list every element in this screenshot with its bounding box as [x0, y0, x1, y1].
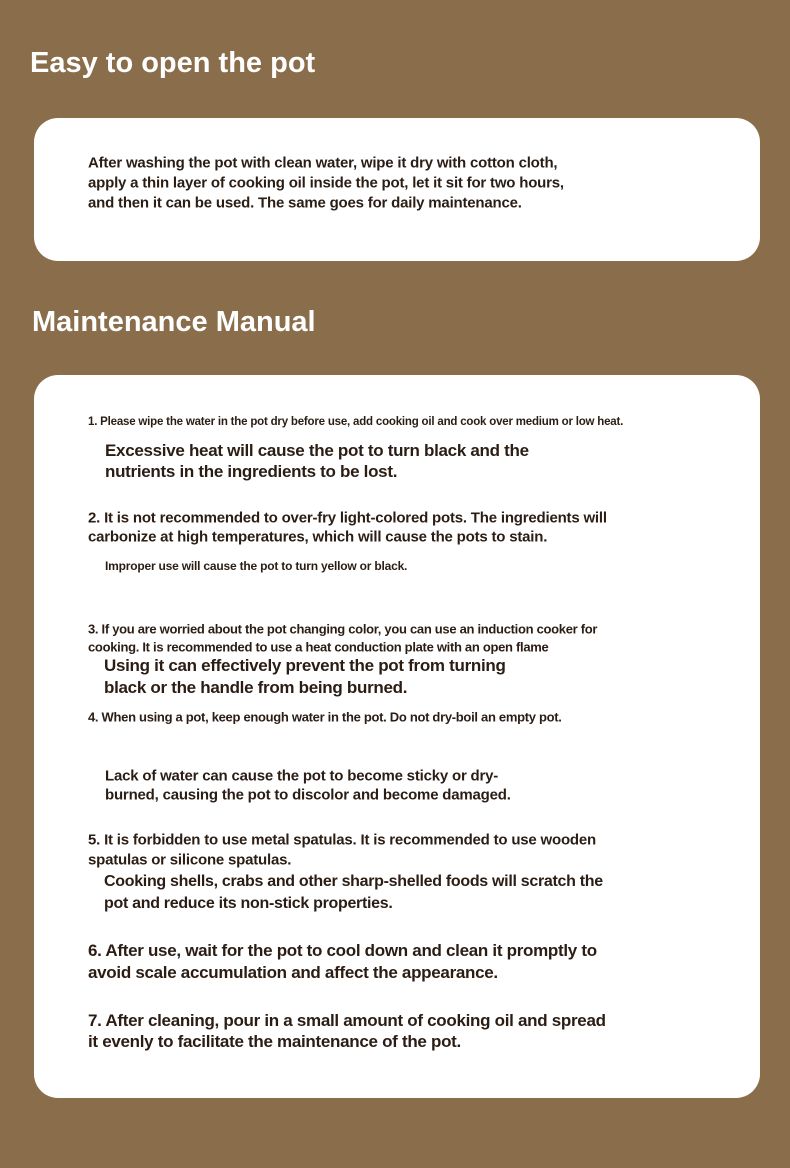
item-3-text: 3. If you are worried about the pot changing color, you can use an induction cooker for: [88, 621, 598, 637]
item-6-text: 6. After use, wait for the pot to cool down and clean it promptly to: [88, 941, 597, 960]
intro-line: apply a thin layer of cooking oil inside the pot, let it sit for two hours,: [88, 174, 564, 192]
item-5-note: Cooking shells, crabs and other sharp-shelled foods will scratch the: [104, 873, 603, 890]
item-5-text: spatulas or silicone spatulas.: [88, 851, 292, 869]
item-2-text: carbonize at high temperatures, which will cause the pots to stain.: [88, 528, 548, 546]
item-3-note: Using it can effectively prevent the pot from turning: [104, 656, 506, 675]
intro-line: and then it can be used. The same goes for daily maintenance.: [88, 194, 522, 212]
item-1-note: Excessive heat will cause the pot to turn black and the: [105, 441, 529, 460]
item-3-text: cooking. It is recommended to use a heat conduction plate with an open flame: [88, 639, 549, 655]
item-4-text: 4. When using a pot, keep enough water in the pot. Do not dry-boil an empty pot.: [88, 709, 562, 725]
item-7-text: 7. After cleaning, pour in a small amount of cooking oil and spread: [88, 1011, 606, 1030]
item-7-text: it evenly to facilitate the maintenance of the pot.: [88, 1032, 461, 1051]
item-4-note: Lack of water can cause the pot to become sticky or dry-: [105, 767, 499, 785]
item-4-note: burned, causing the pot to discolor and become damaged.: [105, 786, 511, 804]
item-3-note: black or the handle from being burned.: [104, 678, 408, 697]
section-title-easy-open: Easy to open the pot: [30, 47, 316, 79]
item-2-note: Improper use will cause the pot to turn yellow or black.: [105, 559, 408, 573]
item-5-text: 5. It is forbidden to use metal spatulas. It is recommended to use wooden: [88, 831, 596, 849]
intro-line: After washing the pot with clean water, wipe it dry with cotton cloth,: [88, 154, 558, 172]
item-6-text: avoid scale accumulation and affect the appearance.: [88, 963, 498, 982]
maintenance-card: [34, 375, 760, 1098]
item-1-note: nutrients in the ingredients to be lost.: [105, 462, 398, 481]
item-1-text: 1. Please wipe the water in the pot dry before use, add cooking oil and cook over medium or low heat.: [88, 416, 624, 428]
item-2-text: 2. It is not recommended to over-fry light-colored pots. The ingredients will: [88, 509, 607, 527]
item-5-note: pot and reduce its non-stick properties.: [104, 895, 393, 912]
section-title-maintenance: Maintenance Manual: [32, 306, 316, 338]
